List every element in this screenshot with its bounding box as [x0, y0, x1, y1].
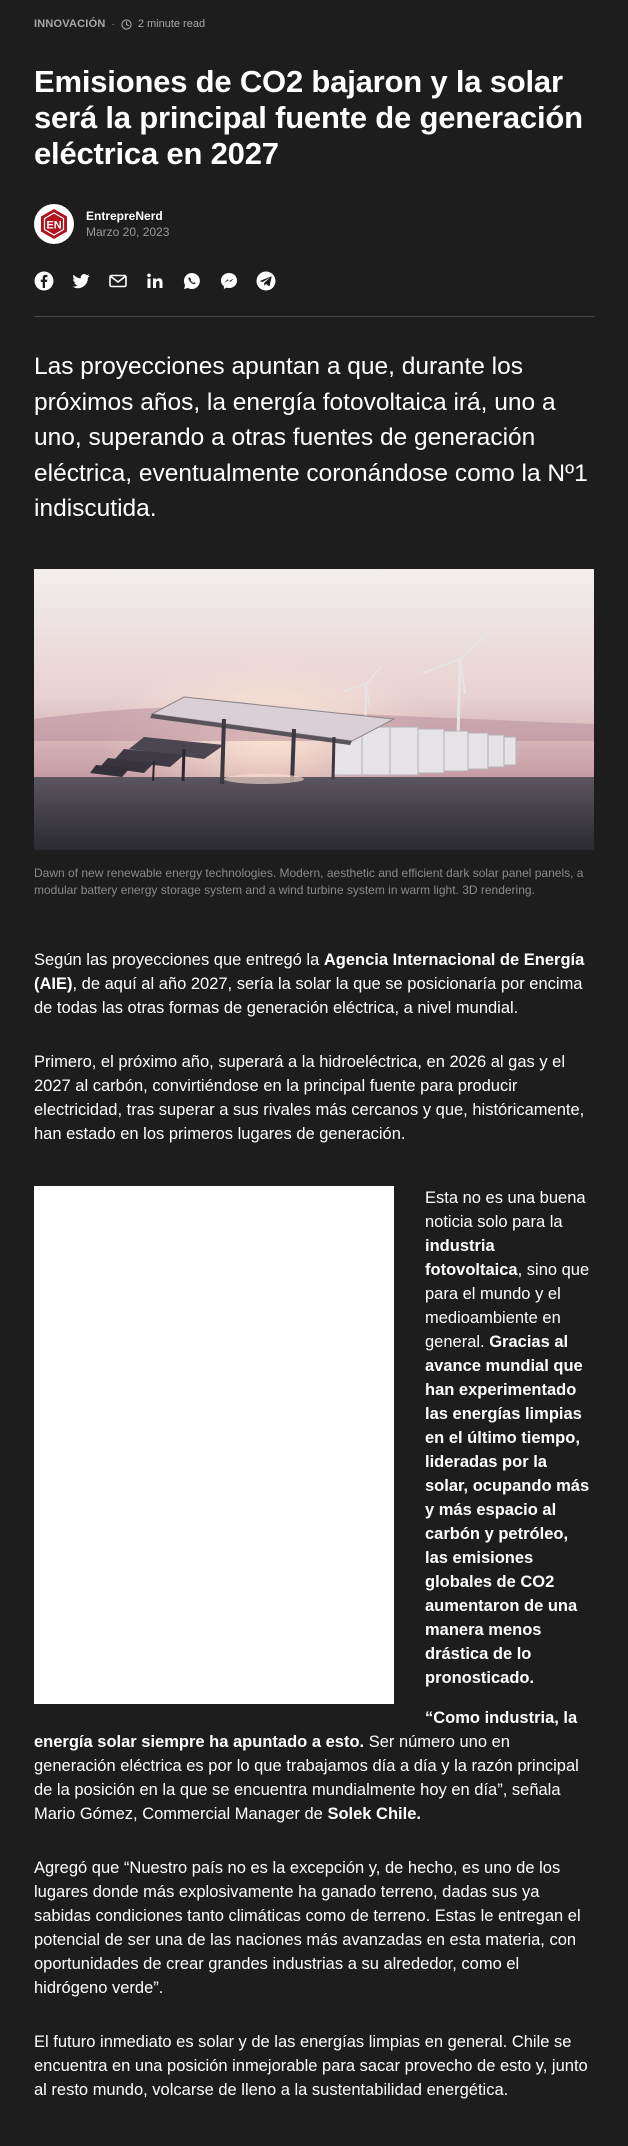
article-title: Emisiones de CO2 bajaron y la solar será la principal fuente de generación eléctrica en 2027 [34, 64, 583, 171]
paragraph: Esta no es una buena noticia solo para la industria fotovoltaica, sino que para el mundo y el medioambiente en general. Gracias al avance mundial que han experimentado las energías limpias en el último tiempo, lideradas por la solar, ocupando más y más espacio al carbón y petróleo, las emisiones globales de CO2 aumentaron de una manera menos drástica de lo pronosticado. [425, 1188, 590, 1687]
clock-icon [121, 19, 132, 30]
meta-separator: · [111, 18, 115, 30]
ad-placeholder[interactable] [34, 1186, 394, 1704]
paragraph: Según las proyecciones que entregó la Agencia Internacional de Energía (AIE), de aquí al año 2027, sería la solar la que se posicionaría por encima de todas las otras formas de generación eléctrica, a nivel mundial. [34, 950, 585, 1017]
publish-date: Marzo 20, 2023 [86, 225, 170, 239]
whatsapp-icon[interactable] [182, 271, 202, 291]
article-lede: Las proyecciones apuntan a que, durante los próximos años, la energía fotovoltaica irá, uno a uno, superando a otras fuentes de generación eléctrica, eventualmente coronándose como la Nº1 indiscutida. [34, 353, 588, 522]
paragraph: Primero, el próximo año, superará a la hidroeléctrica, en 2026 al gas y el 2027 al carbón, convirtiéndose en la principal fuente para producir electricidad, tras superar a sus rivales más cercanos y que, históricamente, han estado en los primeros lugares de generación. [34, 1052, 585, 1143]
telegram-icon[interactable] [256, 271, 276, 291]
facebook-icon[interactable] [34, 271, 54, 291]
paragraph: Agregó que “Nuestro país no es la excepción y, de hecho, es uno de los lugares donde más explosivamente ha ganado terreno, dadas sus ya sabidas condiciones tanto climáticas como de terreno. Estas le entregan el potencial de ser una de las naciones más avanzadas en esta materia, con oportunidades de crear grandes industrias a su alrededor, como el hidrógeno verde”. [34, 1858, 581, 1997]
linkedin-icon[interactable] [145, 271, 165, 291]
messenger-icon[interactable] [219, 271, 239, 291]
paragraph: El futuro inmediato es solar y de las energías limpias en general. Chile se encuentra en una posición inmejorable para sacar provecho de esto y, junto al resto mundo, volcarse de lleno a la sustentabilidad energética. [34, 2032, 588, 2099]
twitter-icon[interactable] [71, 271, 91, 291]
article-meta [34, 0, 594, 30]
category-tag[interactable]: INNOVACIÓN [34, 18, 106, 30]
paragraph: “Como industria, la energía solar siempre ha apuntado a esto. Ser número uno en generación eléctrica es por lo que trabajamos día a día y la razón principal de la posición en la que se encuentra mundialmente hoy en día”, señala Mario Gómez, Commercial Manager de Solek Chile. [34, 1708, 579, 1823]
author-name[interactable]: EntrepreNerd [86, 209, 163, 223]
read-time: 2 minute read [137, 18, 206, 30]
author-block [34, 204, 594, 244]
svg-text:EN: EN [46, 219, 62, 232]
float-section [34, 1186, 594, 1826]
image-caption: Dawn of new renewable energy technologies. Modern, aesthetic and efficient dark solar panel panels, a modular battery energy storage system and a wind turbine system in warm light. 3D rendering. [34, 865, 584, 897]
entreprenerd-logo [36, 206, 72, 242]
email-icon[interactable] [108, 271, 128, 291]
share-bar [34, 271, 594, 291]
hero-image [34, 569, 594, 850]
divider [34, 316, 594, 317]
avatar[interactable] [34, 204, 74, 244]
